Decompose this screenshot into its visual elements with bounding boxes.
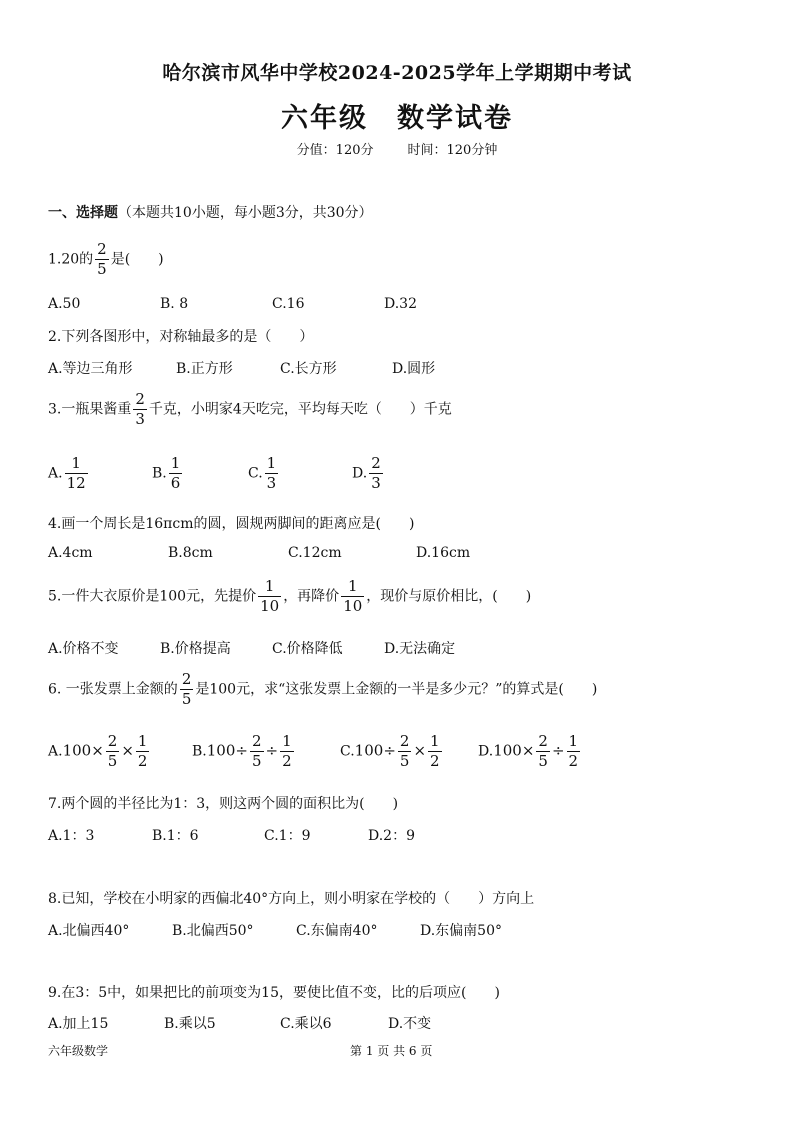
q3-option-c: C. $\frac{1}{3}$ [248, 454, 277, 492]
q4-option-b: B.8cm [168, 545, 213, 561]
q7-option-a: A.1：3 [48, 828, 95, 844]
q9-option-c: C.乘以6 [280, 1016, 332, 1032]
q6-option-d-fraction-2: $\frac{1}{2}$ [568, 732, 579, 770]
q8-option-d: D.东偏南50° [420, 923, 502, 939]
q6-option-a: A.100× $\frac{2}{5}$ × $\frac{1}{2}$ [48, 732, 148, 770]
q2-option-c: C.长方形 [280, 361, 337, 377]
q3-suffix: 千克，小明家4天吃完，平均每天吃（ ）千克 [148, 401, 452, 418]
question-5 [48, 579, 531, 614]
exam-meta [0, 139, 794, 158]
q6-suffix: 是100元，求“这张发票上金额的一半是多少元？”的算式是( ) [195, 681, 598, 698]
q5-option-d: D.无法确定 [384, 641, 456, 657]
q7-option-b: B.1：6 [152, 828, 199, 844]
q1-prefix: 1.20的 [48, 251, 94, 268]
q3-option-c-fraction: $\frac{1}{3}$ [266, 454, 277, 492]
q5-option-c: C.价格降低 [272, 641, 343, 657]
question-3 [48, 392, 452, 427]
q3-option-a: A. $\frac{1}{12}$ [48, 454, 86, 492]
q9-option-d: D.不变 [388, 1016, 432, 1032]
footer-page-number: 第 1 页 共 6 页 [350, 1044, 433, 1058]
q1-suffix: 是( ) [110, 251, 164, 268]
time-info: 时间：120分钟 [407, 143, 498, 158]
q3-option-b-fraction: $\frac{1}{6}$ [170, 454, 181, 492]
q1-option-d: D.32 [384, 296, 417, 312]
q5-prefix: 5.一件大衣原价是100元，先提价 [48, 588, 257, 605]
question-6 [48, 672, 597, 707]
q6-option-a-fraction-2: $\frac{1}{2}$ [137, 732, 148, 770]
q1-option-b: B. 8 [160, 296, 189, 312]
q1-option-c: C.16 [272, 296, 305, 312]
section-heading [48, 202, 373, 222]
q8-option-a: A.北偏西40° [48, 923, 130, 939]
section-note: （本题共10小题，每小题3分，共30分） [118, 205, 373, 221]
q3-option-a-fraction: $\frac{1}{12}$ [66, 454, 86, 492]
q4-option-c: C.12cm [288, 545, 342, 561]
q5-fraction-1: $\frac{1}{10}$ [260, 577, 280, 615]
q9-option-a: A.加上15 [48, 1016, 109, 1032]
q1-fraction: $\frac{2}{5}$ [97, 240, 107, 278]
q2-option-d: D.圆形 [392, 361, 436, 377]
q4-option-a: A.4cm [48, 545, 93, 561]
exam-subject-title: 六年级 数学试卷 [281, 103, 513, 134]
q6-option-c-fraction-2: $\frac{1}{2}$ [430, 732, 440, 770]
q4-option-d: D.16cm [416, 545, 471, 561]
q3-prefix: 3.一瓶果酱重 [48, 401, 132, 418]
q6-option-b-fraction-2: $\frac{1}{2}$ [282, 732, 292, 770]
q3-option-b: B. $\frac{1}{6}$ [152, 454, 181, 492]
score-info: 分值：120分 [296, 143, 374, 158]
question-4: 4.画一个周长是16πcm的圆，圆规两脚间的距离应是( ) [48, 516, 415, 532]
q7-option-d: D.2：9 [368, 828, 415, 844]
q2-option-a: A.等边三角形 [48, 361, 133, 377]
question-1 [48, 242, 164, 277]
footer-subject: 六年级数学 [48, 1044, 109, 1058]
q6-option-d-fraction-1: $\frac{2}{5}$ [538, 732, 548, 770]
q5-option-b: B.价格提高 [160, 641, 231, 657]
q5-fraction-2: $\frac{1}{10}$ [343, 577, 363, 615]
question-7: 7.两个圆的半径比为1：3，则这两个圆的面积比为( ) [48, 796, 399, 812]
q8-option-b: B.北偏西50° [172, 923, 254, 939]
question-8: 8.已知，学校在小明家的西偏北40°方向上，则小明家在学校的（ ）方向上 [48, 891, 535, 907]
question-2: 2.下列各图形中，对称轴最多的是（ ） [48, 329, 314, 345]
q6-prefix: 6. 一张发票上金额的 [48, 681, 178, 698]
question-9: 9.在3：5中，如果把比的前项变为15，要使比值不变，比的后项应( ) [48, 985, 500, 1001]
section-title: 一、选择题 [48, 205, 118, 221]
q2-option-b: B.正方形 [176, 361, 233, 377]
q6-option-b: B.100÷ $\frac{2}{5}$ ÷ $\frac{1}{2}$ [192, 732, 292, 770]
q5-mid: ，再降价 [283, 588, 340, 605]
q6-fraction: $\frac{2}{5}$ [181, 670, 192, 708]
q3-option-d-fraction: $\frac{2}{3}$ [371, 454, 381, 492]
q7-option-c: C.1：9 [264, 828, 311, 844]
q3-option-d: D. $\frac{2}{3}$ [352, 454, 381, 492]
q6-option-a-fraction-1: $\frac{2}{5}$ [107, 732, 118, 770]
q9-option-b: B.乘以5 [164, 1016, 216, 1032]
q3-fraction: $\frac{2}{3}$ [135, 390, 145, 428]
q6-option-d: D.100× $\frac{2}{5}$ ÷ $\frac{1}{2}$ [478, 732, 579, 770]
q5-option-a: A.价格不变 [48, 641, 119, 657]
q1-option-a: A.50 [48, 296, 81, 312]
q8-option-c: C.东偏南40° [296, 923, 378, 939]
exam-school-title: 哈尔滨市风华中学校2024-2025学年上学期期中考试 [162, 62, 632, 84]
q6-option-c: C.100÷ $\frac{2}{5}$ × $\frac{1}{2}$ [340, 732, 440, 770]
q6-option-b-fraction-1: $\frac{2}{5}$ [251, 732, 262, 770]
q5-suffix: ，现价与原价相比，( ) [366, 588, 532, 605]
q6-option-c-fraction-1: $\frac{2}{5}$ [399, 732, 410, 770]
